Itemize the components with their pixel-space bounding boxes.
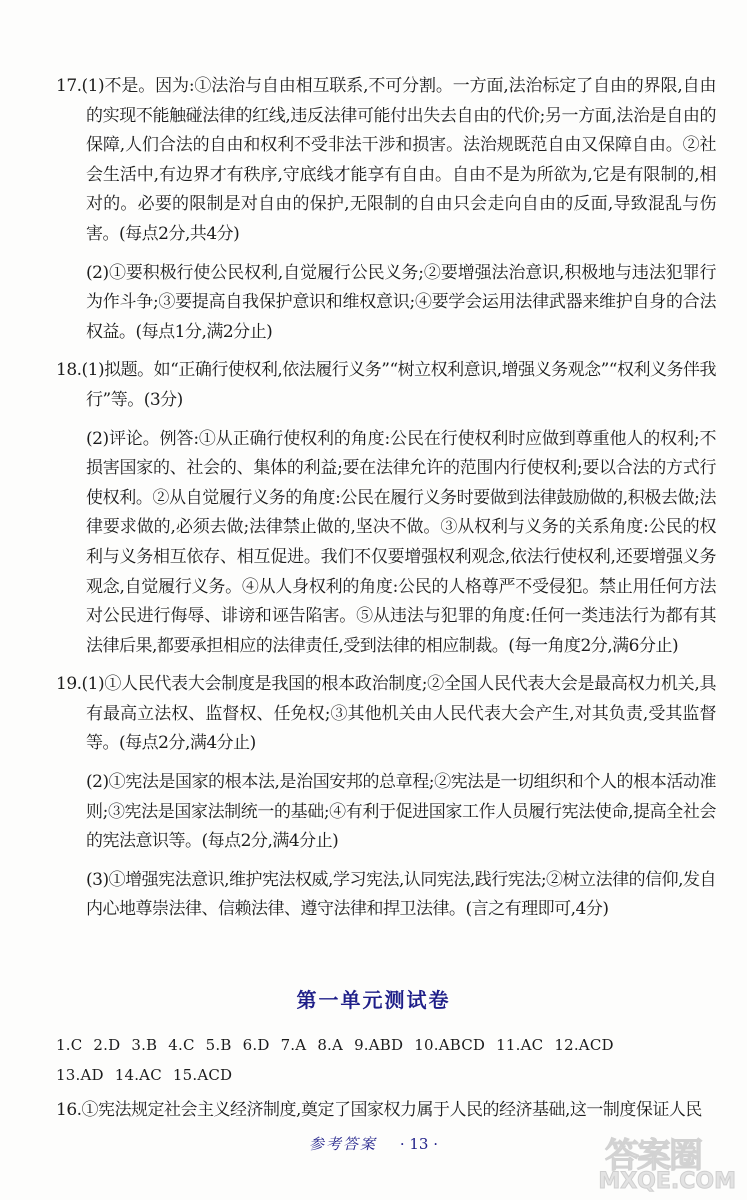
answer-item: 2.D xyxy=(93,1036,121,1054)
answer-item: 4.C xyxy=(168,1036,195,1054)
answer-item: 10.ABCD xyxy=(414,1036,486,1054)
q17-part1: 17.(1)不是。因为:①法治与自由相互联系,不可分割。一方面,法治标定了自由的界限,自由的实现不能触碰法律的红线,违反法律可能付出失去自由的代价;另一方面,法治是自由的保障,人们合法的自由和权利不受非法干涉和损害。法治规既范自由又保障自由。②社会生活中,有边界才有秩序,守底线才能享有自由。自由不是为所欲为,它是有限制的,相对的。必要的限制是对自由的保护,无限制的自由只会走向自由的反面,导致混乱与伤害。(每点2分,共4分) xyxy=(56,76,716,244)
q19-part3: (3)①增强宪法意识,维护宪法权威,学习宪法,认同宪法,践行宪法;②树立法律的信仰,发自内心地尊崇法律、信赖法律、遵守法律和捍卫法律。(言之有理即可,4分) xyxy=(86,869,716,920)
answer-item: 7.A xyxy=(280,1036,307,1054)
q18-part2: (2)评论。例答:①从正确行使权利的角度:公民在行使权利时应做到尊重他人的权利;不损害国家的、社会的、集体的利益;要在法律允许的范围内行使权利;要以合法的方式行使权利。②从自觉履行义务的角度:公民在履行义务时要做到法律鼓励做的,积极去做;法律要求做的,必须去做;法律禁止做的,坚决不做。③从权利与义务的关系角度:公民的权利与义务相互依存、相互促进。我们不仅要增强权利观念,依法行使权利,还要增强义务观念,自觉履行义务。④从人身权利的角度:公民的人格尊严不受侵犯。禁止用任何方法对公民进行侮辱、诽谤和诬告陷害。⑤从违法与犯罪的角度:任何一类违法行为都有其法律后果,都要承担相应的法律责任,受到法律的相应制裁。(每一角度2分,满6分止) xyxy=(86,428,716,656)
answer-item: 3.B xyxy=(131,1036,158,1054)
answer-item: 13.AD xyxy=(56,1066,104,1084)
choice-answers xyxy=(56,1030,716,1090)
answer-item: 5.B xyxy=(205,1036,232,1054)
watermark-logo-text: 答案圈 xyxy=(605,1136,701,1176)
answer-body xyxy=(56,72,716,925)
footer-title: 参考答案 xyxy=(309,1135,378,1153)
q19-part2: (2)①宪法是国家的根本法,是治国安邦的总章程;②宪法是一切组织和个人的根本活动准则;③宪法是国家法制统一的基础;④有利于促进国家工作人员履行宪法使命,提高全社会的宪法意识等。(每点2分,满4分止) xyxy=(86,772,716,852)
answer-item: 11.AC xyxy=(496,1036,544,1054)
answer-item: 6.D xyxy=(242,1036,270,1054)
answers-row-1 xyxy=(56,1030,716,1060)
watermark-url: MXQE.COM xyxy=(598,1169,736,1194)
answer-item: 12.ACD xyxy=(554,1036,614,1054)
answers-row-2 xyxy=(56,1060,716,1090)
answer-item: 1.C xyxy=(56,1036,83,1054)
unit-test-title: 第一单元测试卷 xyxy=(296,988,451,1012)
answer-item: 9.ABD xyxy=(354,1036,404,1054)
answer-item: 15.ACD xyxy=(172,1066,233,1084)
watermark-logo xyxy=(598,1128,740,1198)
q19-part1: 19.(1)①人民代表大会制度是我国的根本政治制度;②全国人民代表大会是最高权力机关,具有最高立法权、监督权、任免权;③其他机关由人民代表大会产生,对其负责,受其监督等。(每点2分,满4分止) xyxy=(56,674,716,754)
q16-start: 16.①宪法规定社会主义经济制度,奠定了国家权力属于人民的经济基础,这一制度保证人民 xyxy=(56,1100,702,1120)
answer-item: 14.AC xyxy=(114,1066,162,1084)
page-number: · 13 · xyxy=(399,1135,438,1153)
q17-part2: (2)①要积极行使公民权利,自觉履行公民义务;②要增强法治意识,积极地与违法犯罪行为作斗争;③要提高自我保护意识和维权意识;④要学会运用法律武器来维护自身的合法权益。(每点1分,满2分止) xyxy=(86,262,716,342)
answer-item: 8.A xyxy=(317,1036,344,1054)
q18-part1: 18.(1)拟题。如“正确行使权利,依法履行义务”“树立权利意识,增强义务观念”“权利义务伴我行”等。(3分) xyxy=(56,360,716,410)
